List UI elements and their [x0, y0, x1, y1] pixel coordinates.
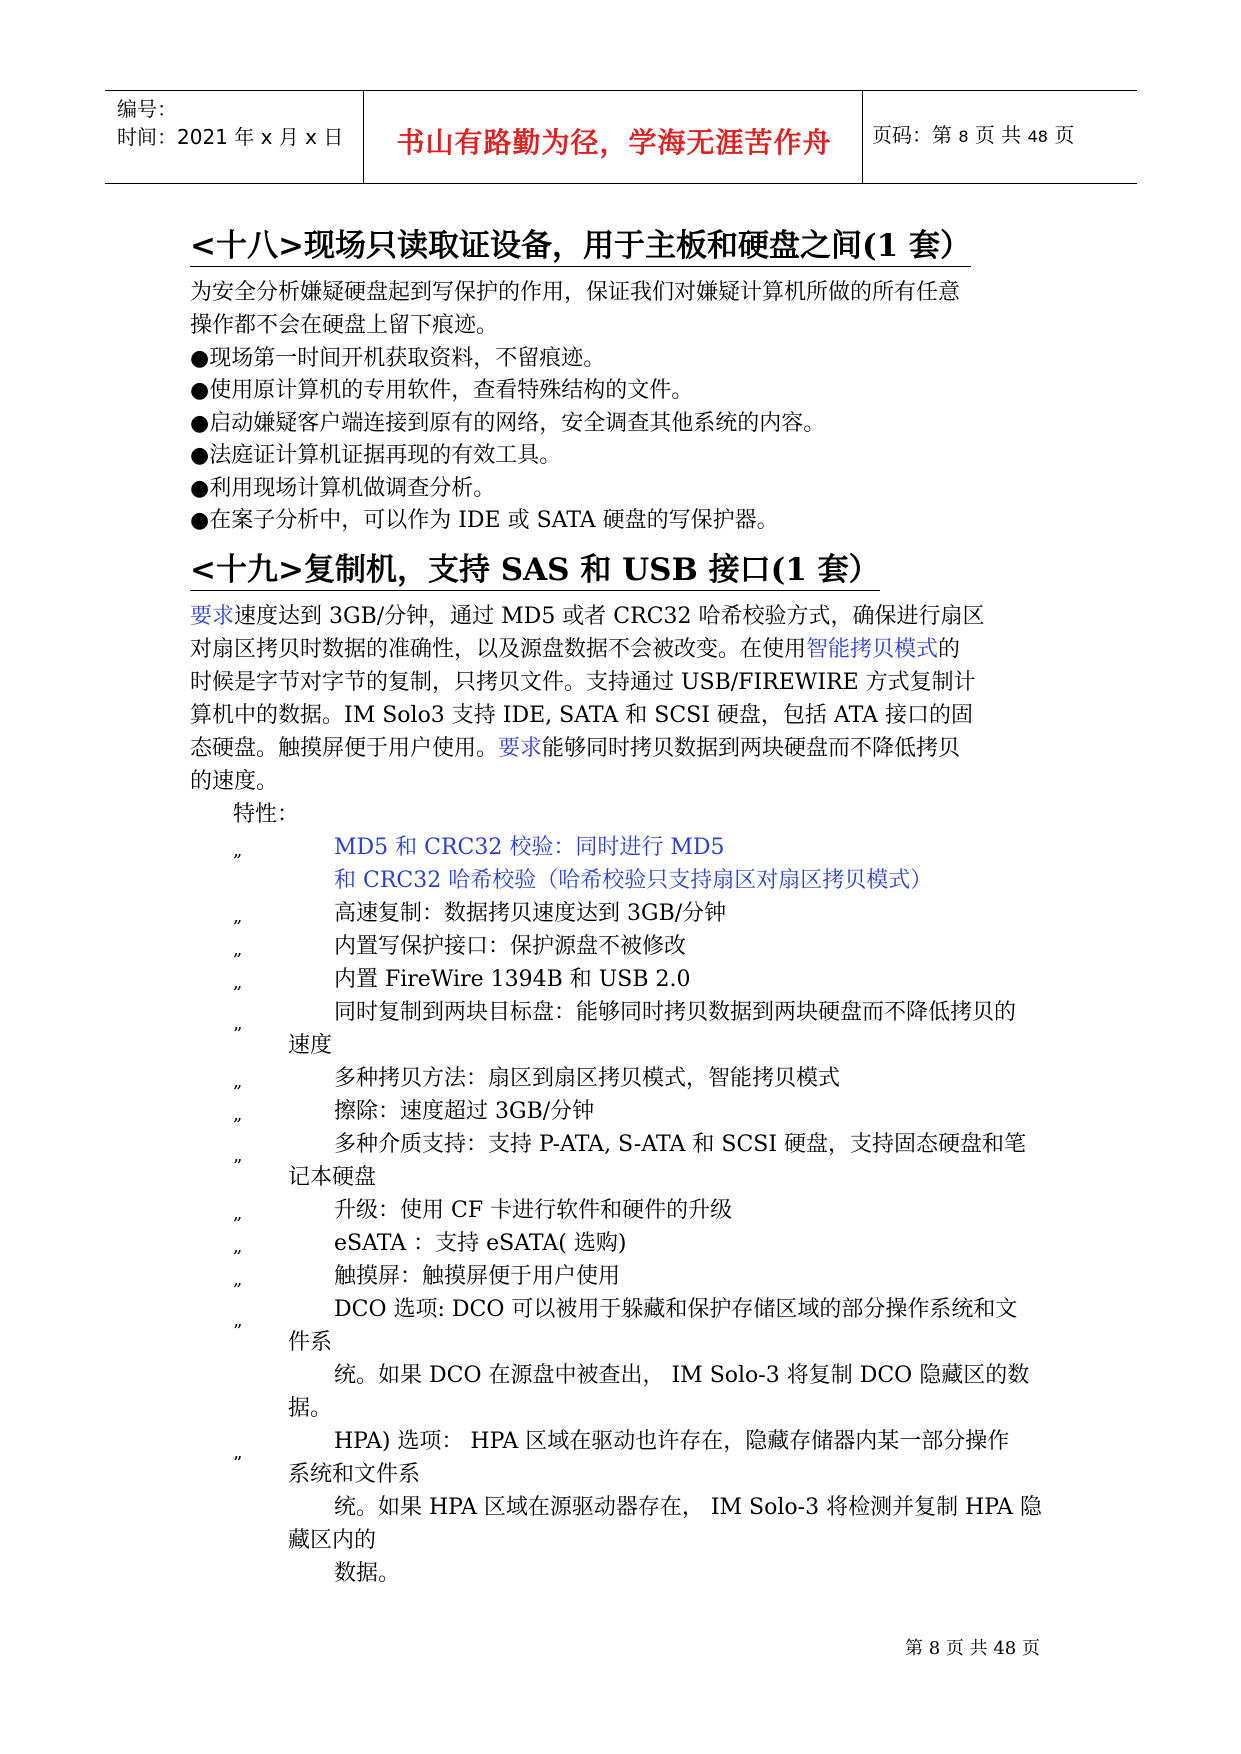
section-19-paragraph-line: [190, 732, 960, 765]
page-total: 48: [1027, 127, 1048, 146]
bullet-item: ●启动嫌疑客户端连接到原有的网络，安全调查其他系统的内容。: [190, 411, 826, 436]
page-mid: 页 共: [968, 123, 1028, 147]
header-divider: [862, 91, 863, 183]
feature-upgrade: 升级：使用 CF 卡进行软件和硬件的升级: [334, 1198, 733, 1223]
feature-media-support-cont: 记本硬盘: [288, 1165, 377, 1190]
list-marker: „: [233, 840, 243, 861]
section-19-paragraph-line: [190, 600, 985, 633]
page-footer: [905, 1634, 1040, 1660]
section-18-intro-line: 为安全分析嫌疑硬盘起到写保护的作用，保证我们对嫌疑计算机所做的所有任意: [190, 280, 961, 305]
doc-time-label: 时间：2021 年 x 月 x 日: [117, 125, 344, 149]
feature-esata: eSATA ：支持 eSATA( 选购): [334, 1231, 627, 1256]
feature-write-protect: 内置写保护接口：保护源盘不被修改: [334, 934, 687, 959]
list-marker: „: [233, 1071, 243, 1092]
section-19-paragraph-line: 时候是字节对字节的复制，只拷贝文件。支持通过 USB/FIREWIRE 方式复制计: [190, 670, 976, 695]
feature-hpa: HPA) 选项： HPA 区域在驱动也许存在，隐藏存储器内某一部分操作: [334, 1429, 1010, 1454]
feature-dco-cont: 统。如果 DCO 在源盘中被查出， IM Solo-3 将复制 DCO 隐藏区的数: [334, 1363, 1030, 1388]
feature-dual-target-cont: 速度: [288, 1033, 333, 1058]
feature-media-support: 多种介质支持：支持 P-ATA, S-ATA 和 SCSI 硬盘，支持固态硬盘和笔: [334, 1132, 1027, 1157]
list-marker: „: [233, 1236, 243, 1257]
text-span: 对扇区拷贝时数据的准确性，以及源盘数据不会被改变。在使用: [190, 637, 807, 662]
bullet-item: ●法庭证计算机证据再现的有效工具。: [190, 443, 562, 468]
list-marker: ”: [233, 1453, 243, 1474]
footer-page-total: 48: [993, 1638, 1017, 1659]
list-marker: „: [233, 1104, 243, 1125]
feature-firewire-usb: 内置 FireWire 1394B 和 USB 2.0: [334, 967, 691, 992]
smart-copy-mode-link[interactable]: 智能拷贝模式: [806, 637, 939, 662]
feature-dco-cont: 据。: [288, 1396, 333, 1421]
section-18-title: <十八>现场只读取证设备，用于主板和硬盘之间(1 套）: [190, 226, 971, 267]
list-marker: „: [233, 972, 243, 993]
list-marker: ”: [233, 1321, 243, 1342]
features-label: 特性：: [233, 802, 300, 827]
bullet-item: ●利用现场计算机做调查分析。: [190, 476, 496, 501]
section-19-paragraph-line: 的速度。: [190, 769, 279, 794]
page-prefix: 页码：第: [872, 123, 959, 147]
section-18-intro-line: 操作都不会在硬盘上留下痕迹。: [190, 313, 499, 338]
bullet-item: ●使用原计算机的专用软件，查看特殊结构的文件。: [190, 378, 694, 403]
footer-prefix: 第: [905, 1638, 929, 1659]
bullet-item: ●现场第一时间开机获取资料，不留痕迹。: [190, 346, 606, 371]
feature-high-speed-copy: 高速复制：数据拷贝速度达到 3GB/分钟: [334, 901, 727, 926]
list-marker: „: [233, 1203, 243, 1224]
section-19-paragraph-line: [190, 633, 960, 666]
text-span: 态硬盘。触摸屏便于用户使用。: [190, 736, 499, 761]
feature-hpa-cont: 统。如果 HPA 区域在源驱动器存在， IM Solo-3 将检测并复制 HPA 隐: [334, 1495, 1042, 1520]
header-page-info: [872, 121, 1074, 151]
list-marker: ”: [233, 1156, 243, 1177]
feature-md5-crc32: MD5 和 CRC32 校验：同时进行 MD5: [334, 835, 725, 860]
text-span: 能够同时拷贝数据到两块硬盘而不降低拷贝: [542, 736, 961, 761]
header-divider: [363, 91, 364, 183]
feature-dual-target: 同时复制到两块目标盘：能够同时拷贝数据到两块硬盘而不降低拷贝的: [334, 1000, 1017, 1025]
feature-hpa-cont: 系统和文件系: [288, 1462, 421, 1487]
header-motto: 书山有路勤为径，学海无涯苦作舟: [396, 126, 832, 159]
footer-suffix: 页: [1016, 1638, 1040, 1659]
feature-wipe: 擦除：速度超过 3GB/分钟: [334, 1099, 595, 1124]
feature-dco: DCO 选项: DCO 可以被用于躲藏和保护存储区域的部分操作系统和文: [334, 1297, 1018, 1322]
feature-dco-cont: 件系: [288, 1330, 333, 1355]
footer-mid: 页 共: [940, 1638, 994, 1659]
text-span: 的: [938, 637, 961, 662]
page-number: 8: [958, 127, 969, 146]
list-marker: „: [233, 939, 243, 960]
list-marker: ”: [233, 1024, 243, 1045]
header-left: [117, 95, 343, 151]
section-19-title: <十九>复制机，支持 SAS 和 USB 接口(1 套）: [190, 550, 880, 591]
feature-hpa-cont: 藏区内的: [288, 1528, 377, 1553]
footer-page-number: 8: [928, 1638, 941, 1659]
text-span: 速度达到 3GB/分钟，通过 MD5 或者 CRC32 哈希校验方式，确保进行扇区: [234, 604, 985, 629]
section-19-paragraph-line: 算机中的数据。IM Solo3 支持 IDE, SATA 和 SCSI 硬盘，包括 ATA 接口的固: [190, 703, 973, 728]
feature-hpa-cont: 数据。: [334, 1561, 401, 1586]
page-header: [105, 90, 1137, 184]
requirement-link[interactable]: 要求: [498, 736, 543, 761]
list-marker: „: [233, 906, 243, 927]
requirement-link[interactable]: 要求: [190, 604, 235, 629]
list-marker: „: [233, 1269, 243, 1290]
feature-touchscreen: 触摸屏：触摸屏便于用户使用: [334, 1264, 621, 1289]
bullet-item: ●在案子分析中，可以作为 IDE 或 SATA 硬盘的写保护器。: [190, 508, 779, 533]
doc-number-label: 编号：: [117, 97, 177, 121]
feature-copy-methods: 多种拷贝方法：扇区到扇区拷贝模式，智能拷贝模式: [334, 1066, 841, 1091]
feature-md5-crc32-cont: 和 CRC32 哈希校验（哈希校验只支持扇区对扇区拷贝模式）: [334, 868, 933, 893]
page-suffix: 页: [1047, 123, 1075, 147]
